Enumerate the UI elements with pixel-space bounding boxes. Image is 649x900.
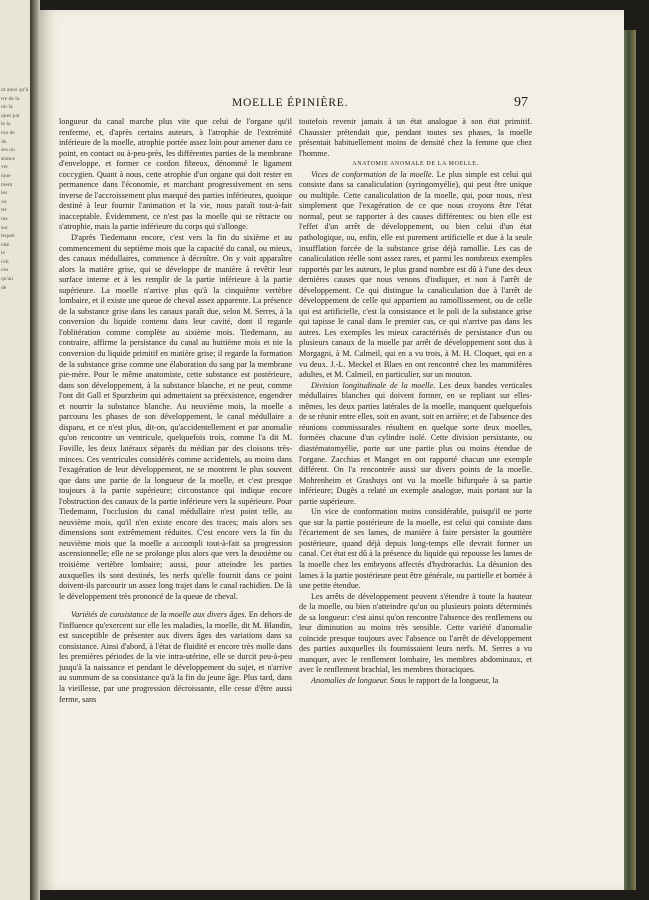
- previous-page-fragment: nt ainsi qu'il: [1, 87, 29, 93]
- anomalies-text: Sous le rapport de la longueur, la: [390, 675, 499, 685]
- previous-page-fragment: rre de la: [1, 95, 20, 102]
- previous-page-fragment: sur: [1, 224, 8, 231]
- previous-page-fragment: res: [1, 215, 8, 222]
- paragraph: toutefois revenir jamais à un état analogue à son état primitif. Chaussier prétendait que, pendant toutes ses phases, la moelle présentait habituellement moins de densité chez la femme que chez l'homme.: [299, 117, 532, 158]
- division-subheading: Division longitudinale de la moelle.: [311, 380, 436, 390]
- previous-page-text-fragments: [0, 0, 30, 292]
- previous-page-fragment: ses ou: [1, 147, 15, 154]
- previous-page-fragment: du: [1, 138, 7, 145]
- previous-page-fragment: ou: [1, 198, 7, 205]
- previous-page-fragment: stance: [1, 155, 15, 162]
- book-gutter: [30, 0, 40, 900]
- previous-page-fragment: ter: [1, 207, 7, 214]
- vices-text: Le plus simple est celui qui consiste dans sa canaliculation (syringomyélie), qui peut être unique ou multiple. Cette canaliculation de la moelle, qui, pour nous, n'est simplement que l'exagération de ce que nous croyons être l'état normal, peut se rapporter à des causes différentes: ou bien elle est l'effet d'un arrêt de développement, ou bien celui d'un état pathologique, ou, enfin, elle est purement artificielle et due à la seule insufflation forcée de la substance grise déjà ramollie. Les cas de canaliculation réelle sont assez rares, et parmi les nombreux exemples rapportés par les auteurs, le plus grand nombre est dû à l'une des deux dernières causes que nous venons d'indiquer, et non à l'arrêt de développement. Ce qui distingue la canaliculation due à l'arrêt de développement de celle qui appartient au ramollissement, ou de celle qui est artificielle, c'est la consistance et le poli de la substance grise qui tapisse le canal dans le premier cas, ce qui n'arrive pas dans les autres. Les exemples les mieux caractérisés de persistance d'un ou plusieurs canaux de la moelle par arrêt de développement sont dus à Morgagni, à M. Calmeil, qui en a vu trois, à M. H. Cloquet, qui en a vu deux. J.-L. Meckel et Blaes en ont rencontré chez les mammifères adultes, et M. Calmeil, en particulier, sur un mouton.: [299, 169, 533, 380]
- previous-page-fragment: lequel: [1, 233, 15, 240]
- anomalies-paragraph: [299, 676, 532, 687]
- page-header: [232, 97, 532, 111]
- previous-page-fragment: ique: [1, 172, 11, 179]
- previous-page-fragment: le la: [1, 121, 11, 128]
- left-column: [59, 117, 292, 705]
- anomalies-subheading: Anomalies de longueur.: [311, 675, 389, 685]
- previous-page-edge: [0, 0, 30, 900]
- previous-page-fragment: ion de: [1, 129, 15, 136]
- paragraph: D'après Tiedemann encore, c'est vers la fin du sixième et au commencement du septième mois que la capacité du canal, ou mieux, des canaux médullaires, commence à décroître. On y voit apparaître alors la matière grise, qui se développe de manière à revêtir leur surface interne et à les remplir de la partie inférieure à la partie supérieure. La moelle n'arrive plus qu'à la cinquième vertèbre lombaire, et il existe une queue de cheval assez apparente. La présence de la substance grise dans les canaux paraît due, selon M. Serres, à la conversion du liquide contenu dans leur cavité, dont il regarde l'oblitération comme complète au sixième mois. Tiedemann, au contraire, affirme la persistance du canal au huitième mois et nie la conversion du liquide primitif en matière grise; il regarde la formation de la substance grise comme une élaboration du sang par la membrane pie-mère. Pour le même anatomiste, cette substance est postérieure, dans son développement, à la substance blanche, et ne peut, comme l'ont dit Gall et Spurzheim qui admettaient sa préexistence, engendrer et nourrir la substance blanche. Au neuvième mois, la moelle a parcouru les phases de son développement, le canal médullaire a disparu, et ce n'est plus, dit-on, qu'accidentellement et par anomalie qu'on rencontre un ventricule, quelquefois trois, comme l'a dit M. Foville, les deux latéraux séparés du médian par des cloisons très-minces. Ces ventricules considérés comme accidentels, au moins dans l'exagération de leur développement, ne se montrent le plus souvent que dans une partie de la longueur de la moelle, et c'est presque toujours à la partie supérieure; circonstance qui indique encore l'obstruction des canaux de la partie inférieure vers la supérieure. Pour Tiedemann, l'occlusion du canal médullaire n'est point telle, au neuvième mois, qu'il n'en existe encore des traces; mais alors ses dimensions sont extrêmement réduites. C'est encore vers la fin du neuvième mois que la moelle a accompli tout-à-fait sa progression ascensionnelle; elle ne se prolonge plus alors que vers la deuxième ou troisième vertèbre lombaire; aussi, pour atteindre les parties auxquelles ils sont destinés, les nerfs qu'elle fournit dans ce point doivent-ils parcourir un assez long trajet dans le canal rachidien. De là le développement très prononcé de la queue de cheval.: [59, 233, 292, 601]
- section-title: ANATOMIE ANOMALE DE LA MOELLE.: [352, 161, 479, 168]
- paragraph: longueur du canal marche plus vite que celui de l'organe qu'il renferme, et, d'après certains auteurs, à l'atrophie de l'extrémité inférieure de la moelle, atrophie portée assez loin pour amener dans ce point, en contact ou à-peu-près, les différentes parties de la membrane d'enveloppe, et former ce cordon fibreux, dénommé le ligament coccygien. Quant à nous, cette atrophie d'un organe qui doit rester en permanence dans l'économie, et marchant progressivement en sens inverse de l'accroissement plus marqué des parties inférieures, quoique destiné à leur fournir l'animation et la vie, nous paraît tout-à-fait inacceptable. Évidemment, ce n'est pas la moelle qui se rétracte ou s'atrophie, mais la partie inférieure du corps qui s'allonge.: [59, 117, 292, 232]
- variation-text: En dehors de l'influence qu'exercent sur elle les maladies, la moelle, dit M. Blandin, est susceptible de présenter aux divers âges des variations dans sa consistance. Ainsi d'abord, à l'état de fluidité et encore très molle dans les premières périodes de la vie intra-utérine, elle se durcit peu-à-peu jusqu'à la naissance et pendant le développement du sujet, et n'arrive au summum de sa consistance qu'à la fin du jeune âge. Plus tard, dans la vieillesse, par une progression décroissante, elle cesse d'être aussi ferme, sans: [59, 610, 293, 704]
- vices-subheading: Vices de conformation de la moelle.: [311, 169, 434, 179]
- right-column: [299, 117, 532, 687]
- previous-page-fragment: ces: [1, 267, 9, 274]
- previous-page-fragment: ment: [1, 181, 13, 188]
- book-cover-edge: [624, 30, 636, 890]
- vices-paragraph: [299, 170, 532, 381]
- previous-page-fragment: ver: [1, 164, 9, 171]
- division-paragraph: [299, 381, 532, 508]
- division-text: Les deux bandes verticales médullaires blanches qui doivent former, en se repliant sur elles-mêmes, les deux parties latérales de la moelle, manquent quelquefois de se réunir entre elles, soit en avant, soit en arrière; et de l'absence des réunions commissurales résultent en quelque sorte deux moelles, formées chacune d'un cylindre isolé. Cette division persistante, ou diastématomyélie, porte sur une partie plus ou moins étendue de l'organe. Zacchias et Manget en ont rapporté chacun une exemple différent. On l'a rencontrée aussi sur divers points de la moelle. Mohrenheim et Grashuys ont vu la moelle bifurquée à sa partie inférieure; Dugès a relaté un exemple analogue, mais portant sur la partie supérieure.: [299, 380, 533, 506]
- previous-page-fragment: qu'au: [1, 276, 13, 283]
- previous-page-fragment: ques par: [1, 112, 20, 119]
- running-head: MOELLE ÉPINIÈRE.: [232, 97, 349, 109]
- previous-page-fragment: ie: [1, 250, 6, 257]
- previous-page-fragment: nir la: [1, 104, 13, 111]
- variation-paragraph: [59, 610, 292, 705]
- variation-subheading: Variétés de consistance de la moelle aux divers âges.: [71, 610, 247, 620]
- page-number: 97: [514, 95, 528, 110]
- previous-page-fragment: les: [1, 190, 8, 197]
- previous-page-fragment: de: [1, 284, 7, 291]
- paragraph: Un vice de conformation moins considérable, puisqu'il ne porte que sur la partie postérieure de la moelle, est celui qui consiste dans l'écartement de ses lames, de manière à faire persister la gouttière postérieure, quand déjà depuis long-temps elle devrait former un canal. Cet état est dû à la présence du liquide qui repousse les lames de la moelle chez les embryons affectés d'hydrorachis. La désunion des lames à la partie postérieure peut être générale, ou partielle et bornée à une petite étendue.: [299, 507, 532, 591]
- previous-page-fragment: roit: [1, 258, 9, 265]
- previous-page-fragment: nde: [1, 241, 10, 248]
- paragraph: Les arrêts de développement peuvent s'étendre à toute la hauteur de la moelle, ou bien n'atteindre qu'un ou plusieurs points déterminés de sa longueur: c'est ainsi qu'on rencontre l'absence des renflemens ou leur diminution au moins très sensible. Cette variété d'anomalie coïncide presque toujours avec l'absence ou l'arrêt de développement des parties auxquelles ils fournissaient leurs nerfs. M. Serres a vu manquer, avec le renflement lombaire, les membres abdominaux, et avec le renflement brachial, les membres thoraciques.: [299, 591, 532, 675]
